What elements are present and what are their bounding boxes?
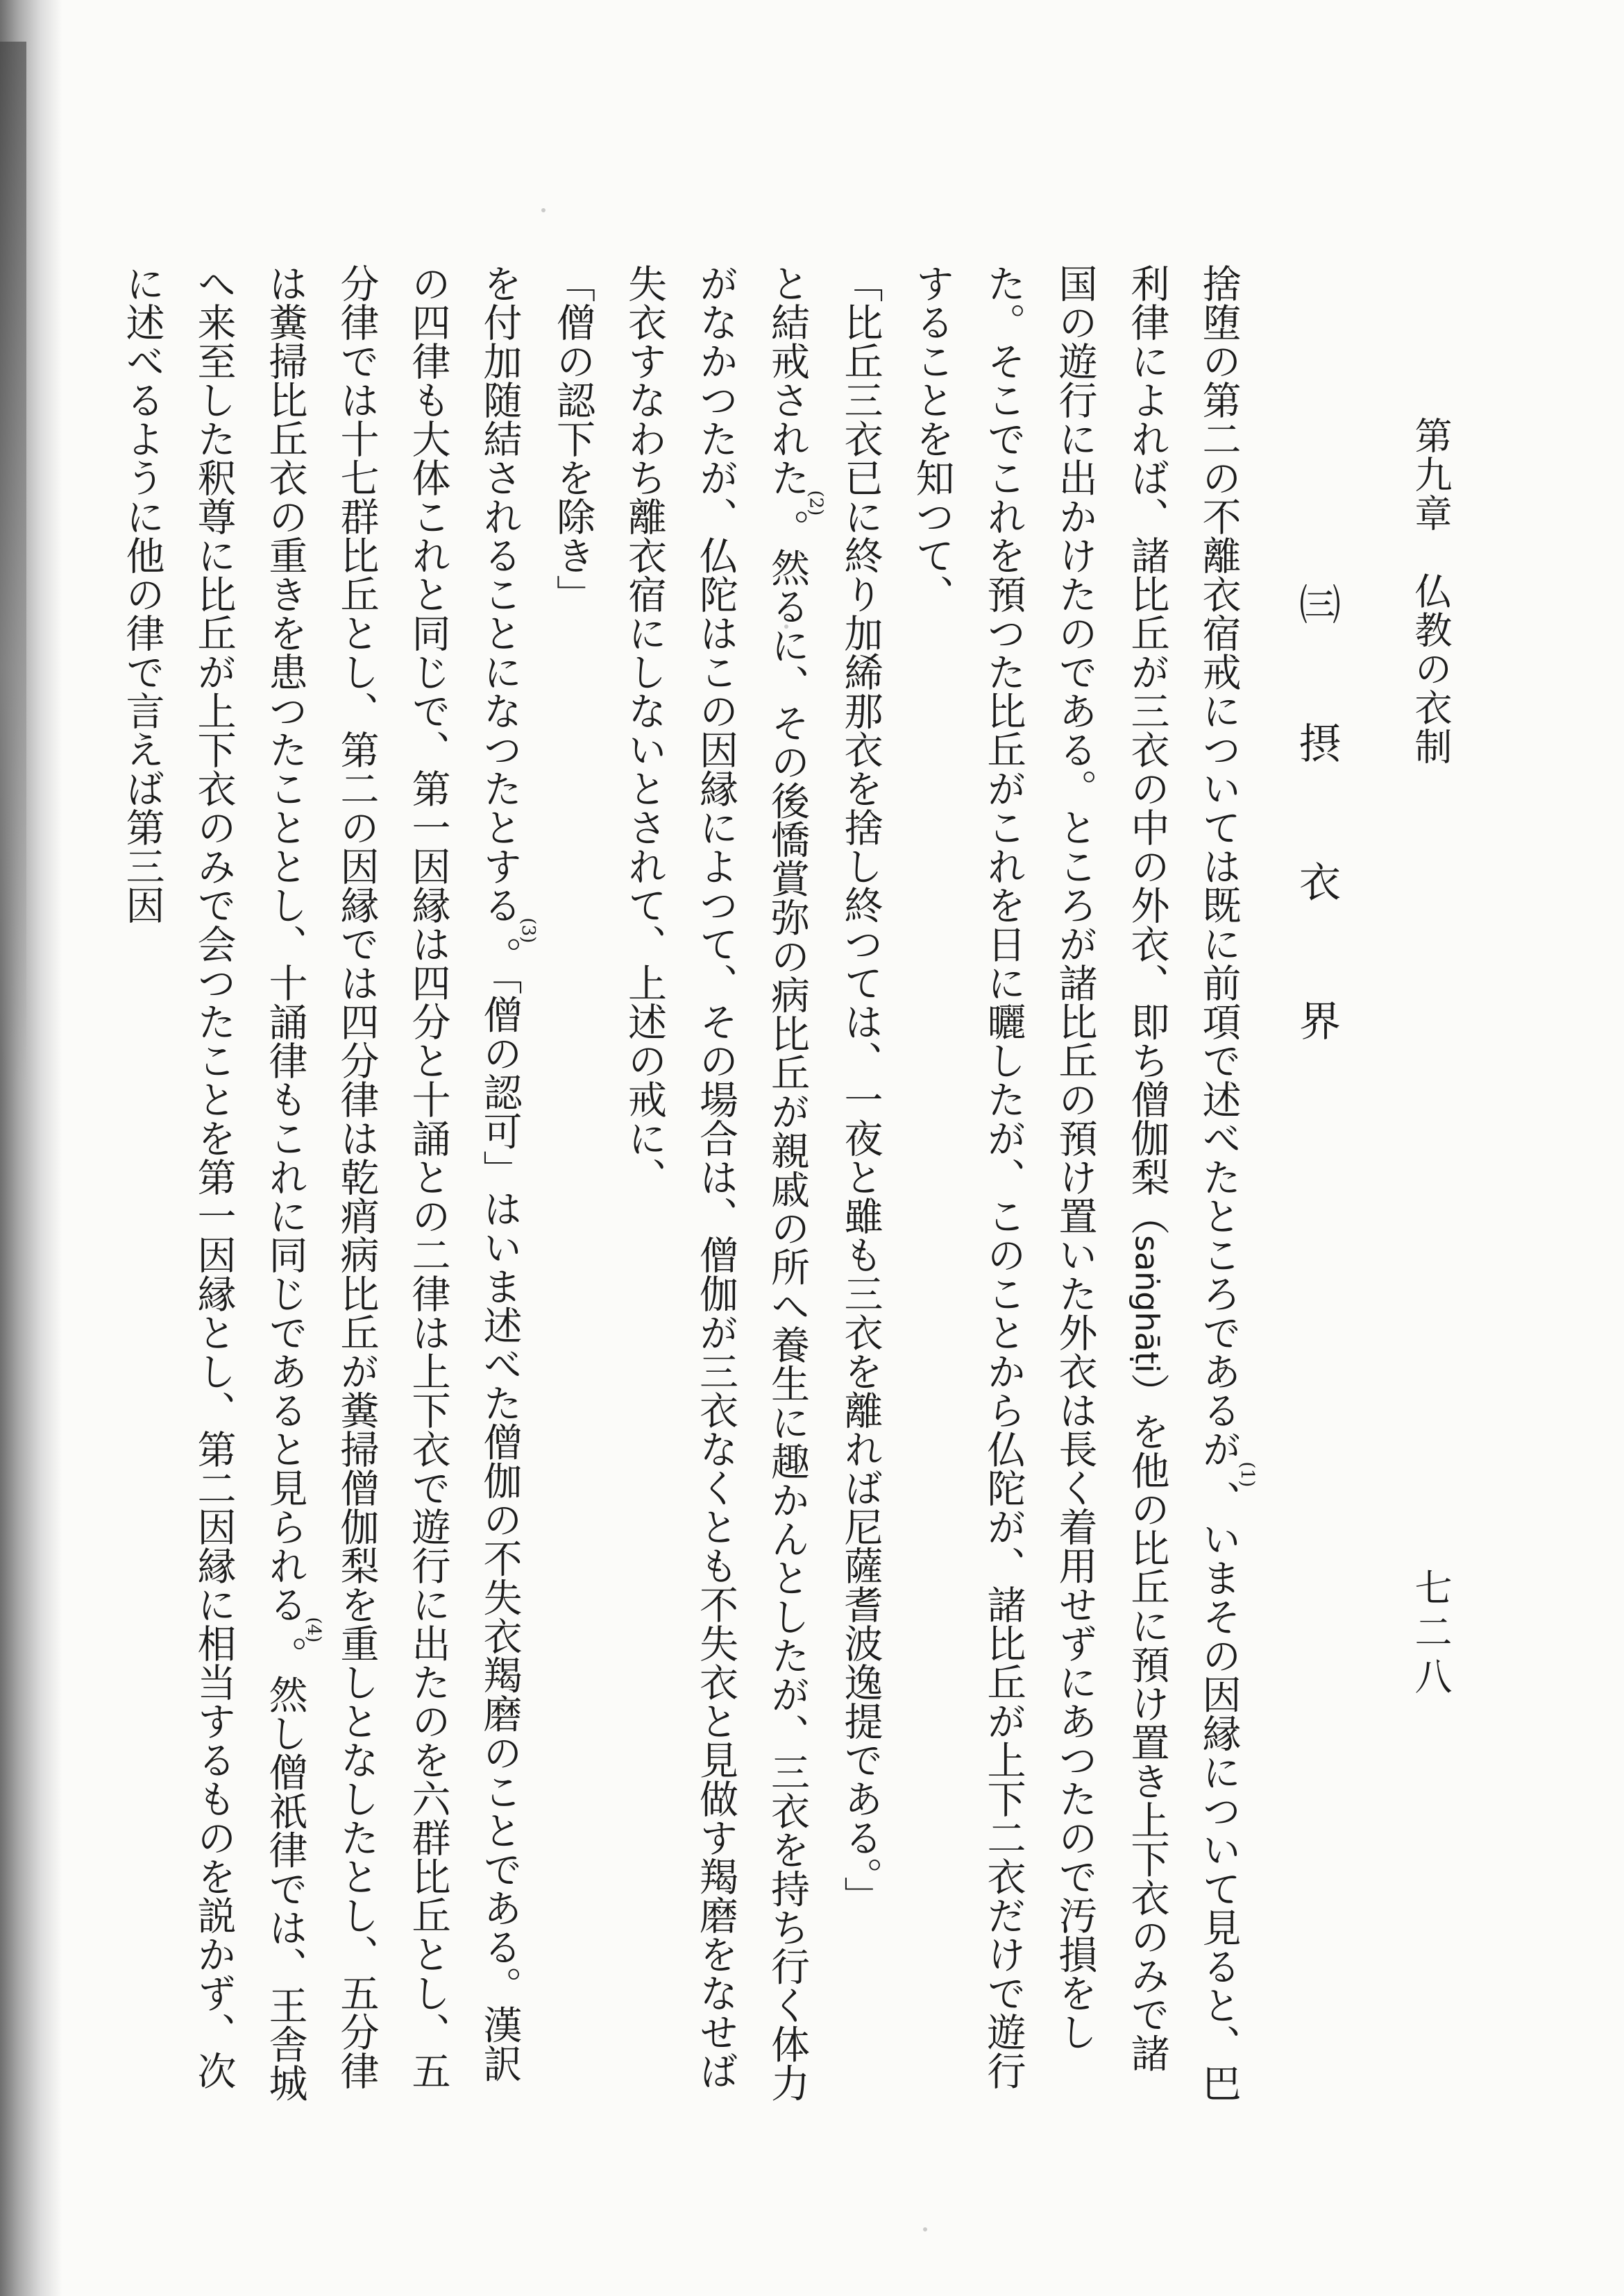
note-ref-1 — [1196, 1461, 1258, 1488]
paragraph-3-text-c: 。然し僧祇律では、王舎城へ来至した釈尊に比丘が上下衣のみで会つたことを第一因縁とし、第二因縁に相当するものを説かず、次に述べるように他の律で言えば第三因 — [119, 264, 308, 2102]
note-ref-2-label: (2) — [805, 490, 827, 516]
paragraph-2-text-b: 。然るに、その後憍賞弥の病比丘が親戚の所へ養生に趣かんとしたが、三衣を持ち行く体力がなかつたが、仏陀はこの因縁によつて、その場合は、僧伽が三衣なくとも不失衣と見做す羯磨をなせば失衣すなわち離衣宿にしないとされて、上述の戒に、 — [622, 264, 810, 2102]
book-page — [119, 264, 1457, 2102]
page-number: 七二八 — [1409, 1568, 1453, 1701]
scan-fleck — [541, 208, 545, 212]
note-ref-4 — [263, 1617, 324, 1643]
body-text — [107, 264, 1257, 2102]
quotation-1 — [825, 264, 897, 2102]
section-heading: ㈢ 摂 衣 界 — [1292, 583, 1341, 1069]
paragraph-1-text-a: 捨堕の第二の不離衣宿戒については既に前項で述べたところであるが — [1196, 264, 1242, 1468]
note-ref-2 — [765, 490, 827, 516]
note-ref-1-label: (1) — [1237, 1461, 1258, 1488]
running-header — [1402, 264, 1457, 2102]
paragraph-3 — [107, 264, 538, 2102]
sanskrit-term: saṅghāṭi — [1128, 1235, 1166, 1373]
note-ref-4-label: (4) — [303, 1617, 324, 1643]
quotation-2 — [537, 264, 609, 2102]
quotation-2-text: 「僧の認下を除き」 — [550, 264, 595, 613]
note-ref-3 — [477, 917, 539, 944]
paragraph-1 — [897, 264, 1257, 2102]
scan-shadow-edge-dark — [0, 42, 26, 1082]
scan-fleck — [923, 2227, 927, 2231]
chapter-title: 第九章 仏教の衣制 — [1409, 416, 1453, 766]
quotation-1-text: 「比丘三衣已に終り加絺那衣を捨し終つては、一夜と雖も三衣を離れば尼薩耆波逸提である。」 — [838, 264, 883, 1915]
paragraph-2-text-a: と結戒された — [765, 264, 810, 497]
paragraph-1-text-b: 、いまその因縁について見ると、巴利律によれば、諸比丘が三衣の中の外衣、即ち僧伽梨（ — [1124, 264, 1242, 2102]
paragraph-3-text-b: 。「僧の認可」はいま述べた僧伽の不失衣羯磨のことである。漢訳の四律も大体これと同じで、第一因縁は四分と十誦との二律は上下衣で遊行に出たのを六群比丘とし、五分律では十七群比丘とし、第二の因縁では四分律は乾痟病比丘が糞掃僧伽梨を重しとなしたとし、五分律は糞掃比丘衣の重きを患つたこととし、十誦律もこれに同じであると見られる — [262, 264, 523, 2090]
note-ref-3-label: (3) — [518, 917, 539, 944]
paragraph-3-text-a: を付加随結されることになつたとする — [477, 264, 523, 924]
paragraph-2 — [609, 264, 825, 2102]
paragraph-1-text-c: ）を他の比丘に預け置き上下衣のみで諸国の遊行に出かけたのである。ところが諸比丘の預け置いた外衣は長く着用せずにあつたので汚損をした。そこでこれを預つた比丘がこれを日に曬したが、このことから仏陀が、諸比丘が上下二衣だけで遊行することを知つて、 — [909, 264, 1170, 2090]
